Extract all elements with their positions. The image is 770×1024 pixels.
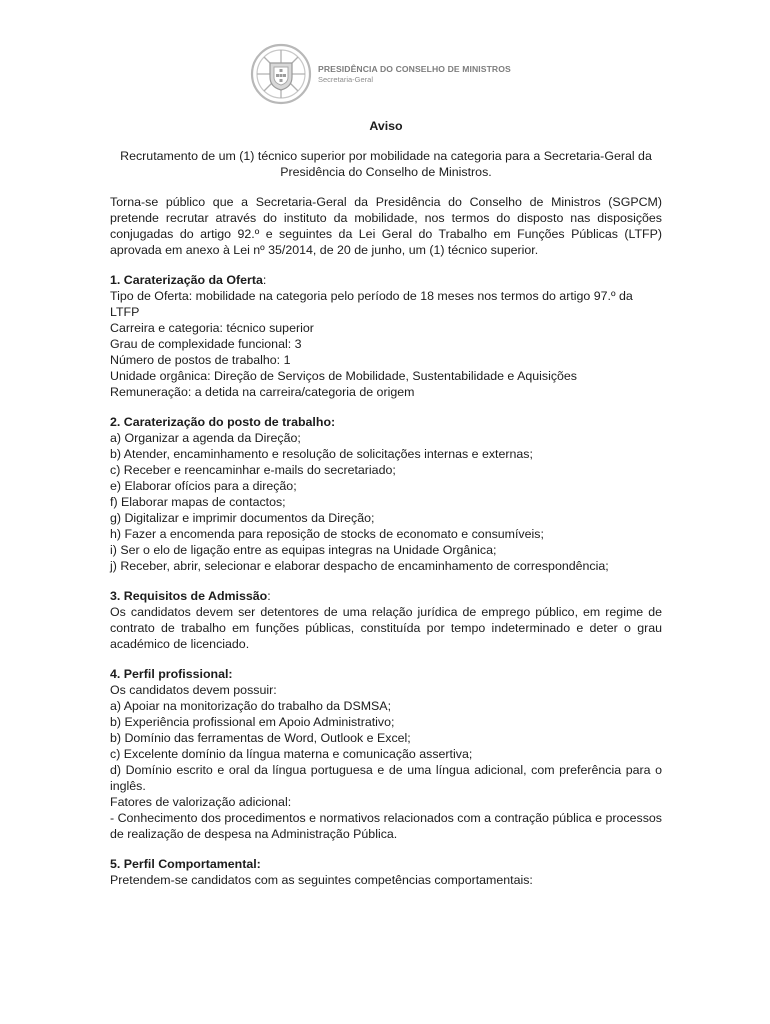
- list-item: b) Domínio das ferramentas de Word, Outlook e Excel;: [110, 731, 411, 745]
- document-body: [110, 118, 662, 902]
- list-item: i) Ser o elo de ligação entre as equipas integras na Unidade Orgânica;: [110, 543, 497, 557]
- section-line: Pretendem-se candidatos com as seguintes competências comportamentais:: [110, 873, 533, 887]
- document-title: Aviso: [369, 119, 403, 133]
- list-item: e) Elaborar ofícios para a direção;: [110, 479, 297, 493]
- section-professional-profile: [110, 666, 662, 842]
- section-line: Unidade orgânica: Direção de Serviços de Mobilidade, Sustentabilidade e Aquisições: [110, 369, 578, 383]
- intro-paragraph: Torna-se público que a Secretaria-Geral da Presidência do Conselho de Ministros (SGPCM) pretende recrutar através do instituto da mobilidade, nos termos do disposto nas disposições conjugadas do artigo 92.º e seguintes da Lei Geral do Trabalho em Funções Públicas (LTFP) aprovada em anexo à Lei nº 35/2014, de 20 de junho, um (1) técnico superior.: [110, 195, 662, 257]
- list-item: Fatores de valorização adicional:: [110, 795, 292, 809]
- document-subtitle: Recrutamento de um (1) técnico superior por mobilidade na categoria para a Secretaria-Geral da Presidência do Conselho de Ministros.: [120, 149, 652, 179]
- section-job-description: [110, 414, 662, 574]
- list-item: c) Excelente domínio da língua materna e comunicação assertiva;: [110, 747, 473, 761]
- list-item: b) Atender, encaminhamento e resolução de solicitações internas e externas;: [110, 447, 533, 461]
- coat-of-arms-icon: [250, 43, 312, 105]
- section-heading: 3. Requisitos de Admissão:: [110, 589, 271, 603]
- section-offer: [110, 272, 662, 400]
- list-item: f) Elaborar mapas de contactos;: [110, 495, 286, 509]
- organization-name: PRESIDÊNCIA DO CONSELHO DE MINISTROS: [318, 63, 511, 74]
- section-heading: 2. Caraterização do posto de trabalho:: [110, 415, 336, 429]
- list-item: c) Receber e reencaminhar e-mails do secretariado;: [110, 463, 396, 477]
- section-heading: 4. Perfil profissional:: [110, 667, 233, 681]
- section-heading: 1. Caraterização da Oferta:: [110, 273, 267, 287]
- list-item: a) Organizar a agenda da Direção;: [110, 431, 301, 445]
- section-heading: 5. Perfil Comportamental:: [110, 857, 261, 871]
- section-behavioral-profile: [110, 856, 662, 888]
- list-item: a) Apoiar na monitorização do trabalho da DSMSA;: [110, 699, 392, 713]
- list-item: d) Domínio escrito e oral da língua portuguesa e de uma língua adicional, com preferência para o inglês.: [110, 763, 662, 793]
- section-line: Tipo de Oferta: mobilidade na categoria pelo período de 18 meses nos termos do artigo 97.º da LTFP: [110, 289, 633, 319]
- list-item: b) Experiência profissional em Apoio Administrativo;: [110, 715, 395, 729]
- list-item: - Conhecimento dos procedimentos e normativos relacionados com a contração pública e processos de realização de despesa na Administração Pública.: [110, 811, 662, 841]
- letterhead: [250, 42, 550, 106]
- section-paragraph: Os candidatos devem ser detentores de uma relação jurídica de emprego público, em regime de contrato de trabalho em funções públicas, constituída por tempo indeterminado e deter o grau académico de licenciado.: [110, 605, 662, 651]
- letterhead-text: [318, 64, 511, 85]
- list-item: g) Digitalizar e imprimir documentos da Direção;: [110, 511, 375, 525]
- section-line: Grau de complexidade funcional: 3: [110, 337, 302, 351]
- list-item: Os candidatos devem possuir:: [110, 683, 277, 697]
- list-item: h) Fazer a encomenda para reposição de stocks de economato e consumíveis;: [110, 527, 544, 541]
- list-item: j) Receber, abrir, selecionar e elaborar despacho de encaminhamento de correspondência;: [110, 559, 609, 573]
- section-line: Número de postos de trabalho: 1: [110, 353, 291, 367]
- section-line: Remuneração: a detida na carreira/categoria de origem: [110, 385, 415, 399]
- section-line: Carreira e categoria: técnico superior: [110, 321, 314, 335]
- section-admission-requirements: [110, 588, 662, 652]
- organization-subtitle: Secretaria-Geral: [318, 74, 374, 84]
